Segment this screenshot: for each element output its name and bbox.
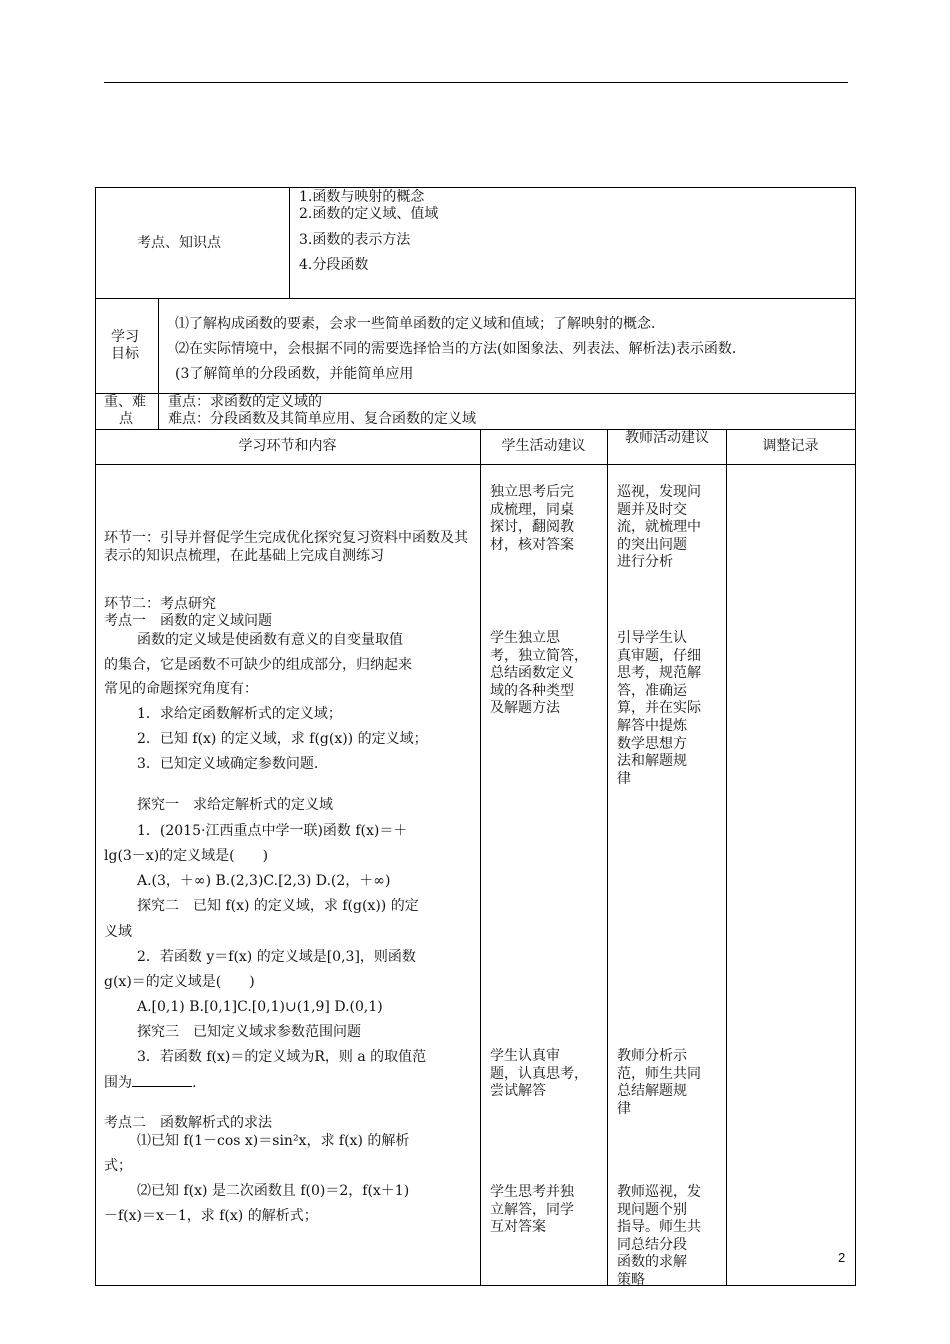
student-note-line: 探讨，翻阅教 bbox=[490, 519, 574, 536]
page-number: 2 bbox=[838, 1250, 846, 1265]
question-two-options: A.[0,1) B.[0,1]C.[0,1)∪(1,9] D.(0,1) bbox=[137, 999, 383, 1015]
student-note-line: 学生认真审 bbox=[490, 1048, 560, 1064]
topic-two-question-two: －f(x)＝x－1，求 f(x) 的解析式； bbox=[104, 1208, 318, 1224]
teacher-note-line: 函数的求解 bbox=[617, 1254, 687, 1271]
topic-two-question-two: ⑵已知 f(x) 是二次函数且 f(0)＝2，f(x＋1) bbox=[137, 1183, 410, 1199]
student-note-line: 总结函数定义 bbox=[490, 665, 574, 682]
goals-label: 学习 bbox=[111, 329, 139, 345]
header-teacher: 教师活动建议 bbox=[625, 430, 709, 446]
student-note-line: 及解题方法 bbox=[490, 700, 560, 717]
student-note-line: 学生独立思 bbox=[490, 630, 560, 646]
question-one: 1．(2015·江西重点中学一联)函数 f(x)＝＋ bbox=[137, 823, 408, 839]
teacher-note-line: 法和解题规 bbox=[617, 753, 687, 770]
table-border-top bbox=[95, 187, 856, 188]
col-divider bbox=[480, 429, 481, 1285]
row-divider bbox=[95, 464, 856, 465]
student-note-line: 独立思考后完 bbox=[490, 484, 574, 500]
student-note bbox=[490, 1048, 588, 1101]
table-border-left bbox=[95, 187, 96, 1286]
focus-label: 重、难 bbox=[104, 394, 146, 410]
col-divider bbox=[158, 298, 159, 429]
topic-one-paragraph: 函数的定义域是使函数有意义的自变量取值 bbox=[137, 632, 403, 648]
header-student: 学生活动建议 bbox=[501, 438, 586, 454]
question-three-prefix: 围为 bbox=[104, 1075, 132, 1091]
difficult-point: 难点：分段函数及其简单应用、复合函数的定义域 bbox=[168, 411, 476, 427]
goals-label: 目标 bbox=[111, 346, 139, 362]
kaodian-item: 2.函数的定义域、值域 bbox=[299, 206, 439, 222]
inquiry-two-title: 义域 bbox=[104, 924, 132, 940]
inquiry-two-title: 探究二 已知 f(x) 的定义域，求 f(g(x)) 的定 bbox=[137, 898, 419, 914]
student-note-line: 成梳理，同桌 bbox=[490, 501, 574, 518]
kaodian-item: 1.函数与映射的概念 bbox=[299, 189, 425, 205]
teacher-note-line: 解答中提炼 bbox=[617, 717, 687, 734]
goal-item: (3了解简单的分段函数，并能简单应用 bbox=[175, 366, 414, 382]
student-note-line: 题，认真思考， bbox=[490, 1065, 588, 1082]
teacher-note-line: 进行分析 bbox=[617, 554, 673, 571]
teacher-note bbox=[617, 1048, 701, 1118]
header-record: 调整记录 bbox=[762, 438, 819, 454]
inquiry-one-title: 探究一 求给定解析式的定义域 bbox=[137, 797, 333, 813]
topic-one-paragraph: 常见的命题探究角度有： bbox=[104, 681, 258, 697]
teacher-note-line: 的突出问题 bbox=[617, 536, 687, 553]
teacher-note bbox=[617, 630, 701, 788]
row-divider bbox=[95, 429, 856, 430]
question-one: lg(3－x)的定义域是( ) bbox=[104, 848, 269, 864]
goal-item: ⑴了解构成函数的要素，会求一些简单函数的定义域和值域；了解映射的概念． bbox=[175, 316, 665, 332]
teacher-note-line: 总结解题规 bbox=[617, 1083, 687, 1100]
teacher-note-line: 律 bbox=[617, 1100, 631, 1117]
stage-one-text: 环节一：引导并督促学生完成优化探究复习资料中函数及其表示的知识点梳理，在此基础上完成自测练习 bbox=[104, 530, 468, 564]
col-divider bbox=[289, 187, 290, 298]
question-three: 3．若函数 f(x)＝的定义域为R，则 a 的取值范 bbox=[137, 1049, 427, 1065]
question-two: 2．若函数 y＝f(x) 的定义域是[0,3]，则函数 bbox=[137, 949, 416, 965]
table-border-right bbox=[855, 187, 856, 1286]
angle-item: 1．求给定函数解析式的定义域； bbox=[137, 706, 342, 722]
student-note-line: 考，独立简答， bbox=[490, 647, 588, 664]
teacher-note bbox=[617, 484, 701, 572]
student-note-line: 学生思考并独 bbox=[490, 1184, 574, 1200]
teacher-note-line: 真审题，仔细 bbox=[617, 647, 701, 664]
header-content: 学习环节和内容 bbox=[238, 438, 337, 454]
teacher-note-line: 算，并在实际 bbox=[617, 700, 701, 717]
col-divider bbox=[726, 429, 727, 1285]
answer-blank bbox=[132, 1074, 192, 1087]
kaodian-label: 考点、知识点 bbox=[137, 235, 221, 251]
inquiry-three-title: 探究三 已知定义域求参数范围问题 bbox=[137, 1024, 361, 1040]
topic-one-paragraph: 的集合，它是函数不可缺少的组成部分，归纳起来 bbox=[104, 657, 412, 673]
topic-two-title: 考点二 函数解析式的求法 bbox=[104, 1115, 272, 1131]
teacher-note-line: 教师巡视，发 bbox=[617, 1184, 701, 1200]
teacher-note-line: 题并及时交 bbox=[617, 501, 687, 518]
angle-item: 2．已知 f(x) 的定义域，求 f(g(x)) 的定义域； bbox=[137, 731, 428, 747]
student-note bbox=[490, 484, 574, 554]
focus-label: 点 bbox=[119, 411, 133, 427]
goal-item: ⑵在实际情境中，会根据不同的需要选择恰当的方法(如图象法、列表法、解析法)表示函数． bbox=[175, 341, 746, 357]
teacher-note-line: 律 bbox=[617, 770, 631, 787]
teacher-note-line: 范，师生共同 bbox=[617, 1065, 701, 1082]
teacher-note bbox=[617, 1184, 701, 1290]
question-three-end: . bbox=[192, 1075, 197, 1091]
topic-two-question-one: 式； bbox=[104, 1158, 132, 1174]
row-divider bbox=[95, 298, 856, 299]
table-border-bottom bbox=[95, 1285, 856, 1286]
topic-two-question-one: ⑴已知 f(1－cos x)＝sin²x，求 f(x) 的解析 bbox=[137, 1133, 410, 1149]
student-note-line: 域的各种类型 bbox=[490, 682, 574, 699]
header-rule bbox=[104, 82, 848, 83]
student-note bbox=[490, 1184, 574, 1237]
question-one-options: A.(3，＋∞) B.(2,3)C.[2,3) D.(2，＋∞) bbox=[137, 873, 391, 889]
student-note-line: 尝试解答 bbox=[490, 1083, 546, 1100]
kaodian-item: 4.分段函数 bbox=[299, 257, 369, 273]
teacher-note-line: 数学思想方 bbox=[617, 735, 687, 752]
teacher-note-line: 策略 bbox=[617, 1271, 645, 1288]
teacher-note-line: 现问题个别 bbox=[617, 1201, 687, 1218]
teacher-note-line: 思考，规范解 bbox=[617, 665, 701, 682]
question-two: g(x)＝的定义域是( ) bbox=[104, 974, 255, 990]
teacher-note-line: 引导学生认 bbox=[617, 630, 687, 646]
teacher-note-line: 流，就梳理中 bbox=[617, 519, 701, 536]
student-note-line: 立解答，同学 bbox=[490, 1201, 574, 1218]
question-three bbox=[104, 1074, 196, 1092]
topic-one-title: 考点一 函数的定义域问题 bbox=[104, 613, 272, 629]
student-note-line: 互对答案 bbox=[490, 1219, 546, 1236]
col-divider bbox=[607, 429, 608, 1285]
kaodian-item: 3.函数的表示方法 bbox=[299, 232, 411, 248]
angle-item: 3．已知定义域确定参数问题. bbox=[137, 756, 319, 772]
stage-two-title: 环节二：考点研究 bbox=[104, 596, 216, 612]
teacher-note-line: 巡视，发现问 bbox=[617, 484, 701, 500]
teacher-note-line: 指导。师生共 bbox=[617, 1219, 701, 1236]
student-note-line: 材，核对答案 bbox=[490, 536, 574, 553]
teacher-note-line: 答，准确运 bbox=[617, 682, 687, 699]
teacher-note-line: 教师分析示 bbox=[617, 1048, 687, 1064]
student-note bbox=[490, 630, 588, 718]
key-point: 重点：求函数的定义域的 bbox=[168, 394, 322, 410]
teacher-note-line: 同总结分段 bbox=[617, 1236, 687, 1253]
